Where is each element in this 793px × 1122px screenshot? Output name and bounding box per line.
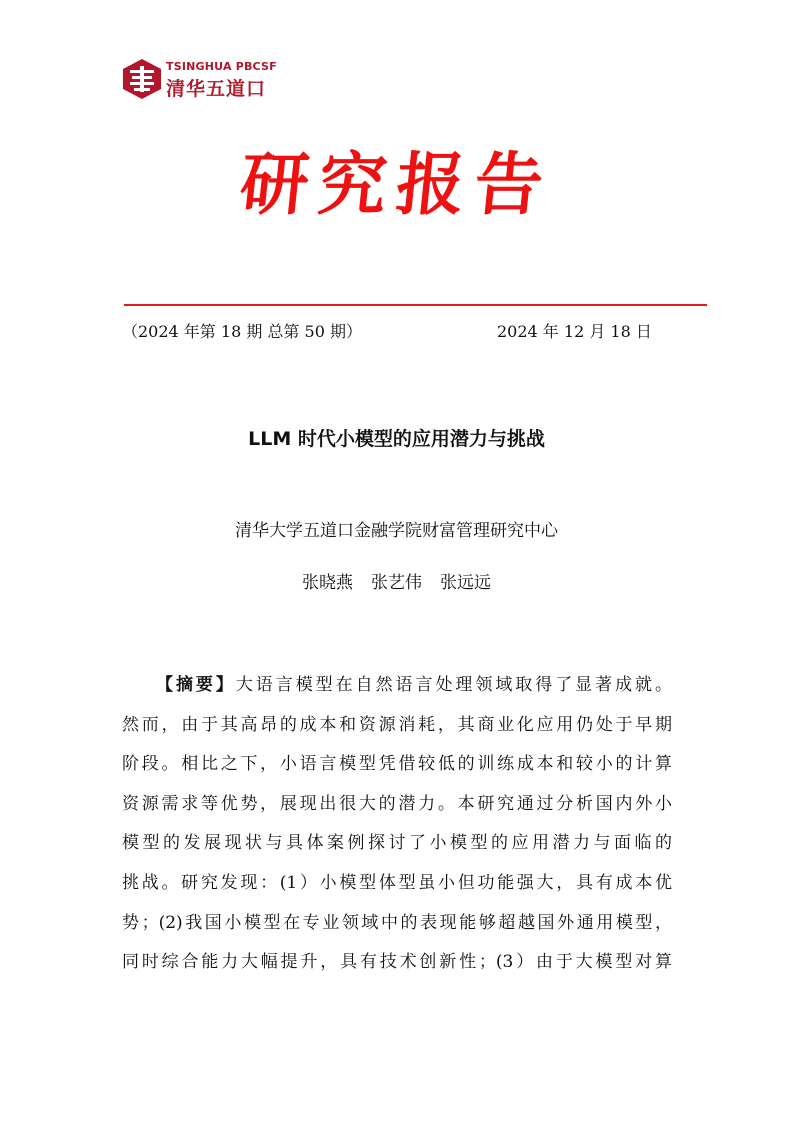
abstract-line: 模型的发展现状与具体案例探讨了小模型的应用潜力与面临的 — [122, 833, 672, 854]
logo-chinese-text: 清华五道口 — [166, 78, 267, 100]
abstract-line: 同时综合能力大幅提升，具有技术创新性；(3）由于大模型对算 — [122, 952, 672, 973]
author-name: 张晓燕 — [302, 573, 353, 593]
abstract-line: 资源需求等优势，展现出很大的潜力。本研究通过分析国内外小 — [122, 793, 672, 814]
logo-english-text: TSINGHUA PBCSF — [166, 60, 277, 73]
abstract-line: 然而，由于其高昂的成本和资源消耗，其商业化应用仍处于早期 — [122, 714, 672, 735]
author-list — [0, 568, 793, 593]
pbcsf-emblem-icon — [122, 58, 162, 100]
tsinghua-pbcsf-logo — [122, 58, 332, 106]
abstract — [122, 666, 672, 983]
abstract-label: 【摘要】 — [156, 675, 236, 695]
author-name: 张远远 — [440, 573, 491, 593]
issue-date: 2024 年 12 月 18 日 — [497, 322, 652, 341]
header-divider — [124, 304, 707, 306]
abstract-line: 势；(2)我国小模型在专业领域中的表现能够超越国外通用模型， — [122, 912, 672, 933]
issue-number: （2024 年第 18 期 总第 50 期） — [122, 322, 362, 341]
report-title: 研究报告 — [236, 145, 557, 225]
abstract-line: 阶段。相比之下，小语言模型凭借较低的训练成本和较小的计算 — [122, 754, 672, 775]
author-name: 张艺伟 — [371, 573, 422, 593]
abstract-line: 【摘要】大语言模型在自然语言处理领域取得了显著成就。 — [156, 675, 672, 695]
abstract-line: 挑战。研究发现：(1）小模型体型虽小但功能强大，具有成本优 — [122, 872, 672, 893]
institution-name: 清华大学五道口金融学院财富管理研究中心 — [235, 521, 558, 541]
article-title: LLM 时代小模型的应用潜力与挑战 — [248, 428, 545, 450]
